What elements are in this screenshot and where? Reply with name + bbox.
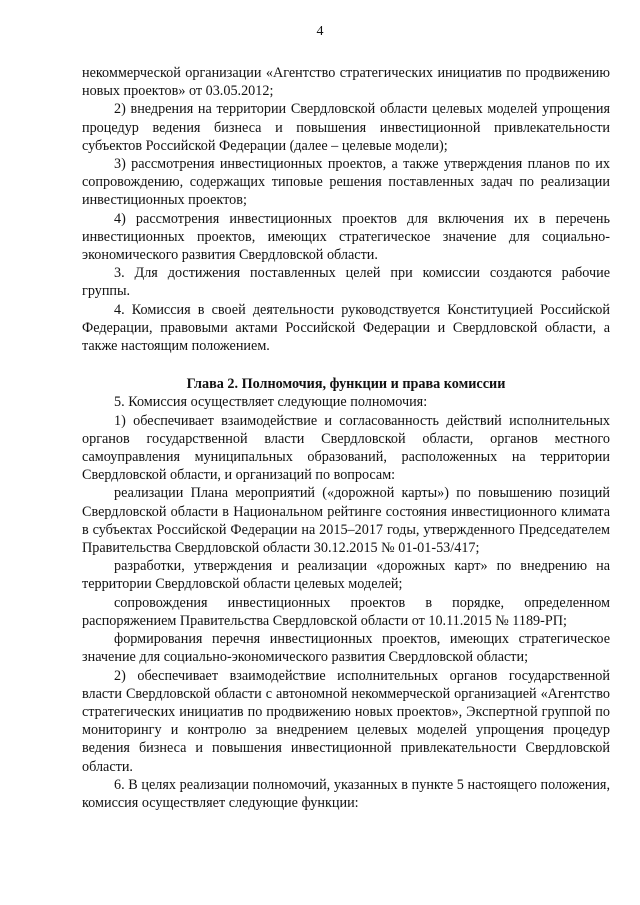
paragraph-agency-continuation: некоммерческой организации «Агентство стратегических инициатив по продвижению новых проектов» от 03.05.2012; [82,65,610,100]
paragraph-agency-interaction: 2) обеспечивает взаимодействие исполнительных органов государственной власти Свердловской области с автономной некоммерческой организацией «Агентство стратегических инициатив по продвижению новых проектов», Экспертной группой по мониторингу и контролю за внедрением целевых моделей упрощения процедур ведения бизнеса и повышения инвестиционной привлекательности Свердловской области. [82,667,610,775]
chapter-heading: Глава 2. Полномочия, функции и права комиссии [186,376,506,393]
paragraph-functions-intro: 6. В целях реализации полномочий, указанных в пункте 5 настоящего положения, комиссия осуществляет следующие функции: [82,776,610,811]
page-number: 4 [316,24,324,39]
paragraph-list-forming: формирования перечня инвестиционных проектов, имеющих стратегическое значение для социально-экономического развития Свердловской области; [82,631,610,666]
paragraph-legal-basis: 4. Комиссия в своей деятельности руководствуется Конституцией Российской Федерации, правовыми актами Российской Федерации и Свердловской области, а также настоящим положением. [82,301,610,355]
paragraph-strategic-list: 4) рассмотрения инвестиционных проектов для включения их в перечень инвестиционных проектов, имеющих стратегическое значение для социально-экономического развития Свердловской области. [82,210,610,264]
paragraph-project-review: 3) рассмотрения инвестиционных проектов, а также утверждения планов по их сопровождению, содержащих типовые решения поставленных задач по реализации инвестиционных проектов; [82,156,610,209]
paragraph-working-groups: 3. Для достижения поставленных целей при комиссии создаются рабочие группы. [82,265,610,300]
paragraph-project-support: сопровождения инвестиционных проектов в порядке, определенном распоряжением Правительства Свердловской области от 10.11.2015 № 1189-РП; [82,594,610,629]
paragraph-roadmap-plan: реализации Плана мероприятий («дорожной карты») по повышению позиций Свердловской области в Национальном рейтинге состояния инвестиционного климата в субъектах Российской Федерации на 2015–2017 годы, утвержденного Председателем Правительства Свердловской области 30.12.2015 № 01-01-53/417; [82,485,610,557]
document-body [82,64,610,812]
paragraph-coordination: 1) обеспечивает взаимодействие и согласованность действий исполнительных органов государственной власти Свердловской области, органов местного самоуправления муниципальных образований, расположенных на территории Свердловской области, и организаций по вопросам: [82,412,610,484]
paragraph-roadmaps-development: разработки, утверждения и реализации «дорожных карт» по внедрению на территории Свердловской области целевых моделей; [82,558,610,593]
paragraph-target-models: 2) внедрения на территории Свердловской области целевых моделей упрощения процедур ведения бизнеса и повышения инвестиционной привлекательности субъектов Российской Федерации (далее – целевые модели); [82,101,610,154]
paragraph-powers-intro: 5. Комиссия осуществляет следующие полномочия: [114,394,428,411]
